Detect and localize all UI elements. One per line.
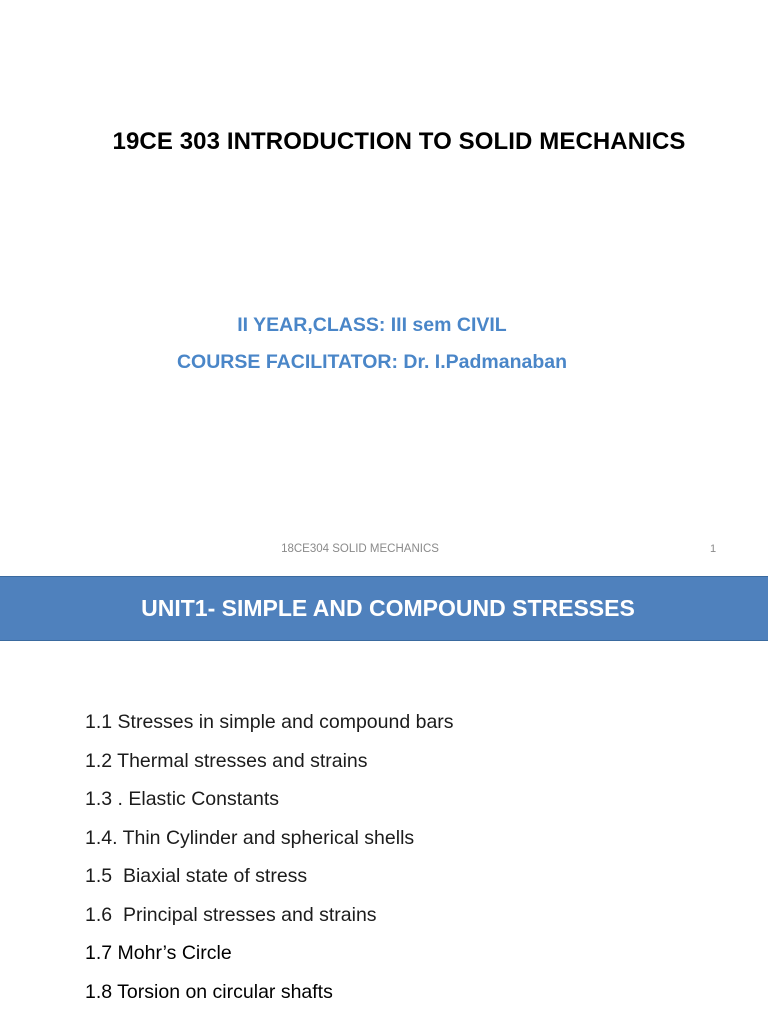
- slide-2: [0, 574, 768, 1024]
- year-class-line: II YEAR,CLASS: III sem CIVIL: [237, 314, 507, 336]
- unit-title: UNIT1- SIMPLE AND COMPOUND STRESSES: [141, 595, 635, 621]
- topic-item: 1.1 Stresses in simple and compound bars: [85, 711, 454, 733]
- slide-footer: 18CE304 SOLID MECHANICS: [281, 543, 439, 555]
- course-facilitator-line: COURSE FACILITATOR: Dr. I.Padmanaban: [176, 351, 568, 373]
- topic-item: 1.2 Thermal stresses and strains: [85, 749, 368, 772]
- topic-item: 1.6 Principal stresses and strains: [85, 903, 377, 926]
- slide-page-number: 1: [710, 543, 717, 555]
- course-title: 19CE 303 INTRODUCTION TO SOLID MECHANICS: [112, 128, 686, 155]
- topic-list: [85, 711, 454, 1019]
- topic-item: 1.7 Mohr’s Circle: [85, 942, 232, 964]
- topic-item: 1.3 . Elastic Constants: [85, 788, 280, 810]
- topic-item: 1.4. Thin Cylinder and spherical shells: [85, 826, 415, 849]
- topic-item: 1.5 Biaxial state of stress: [85, 865, 308, 887]
- topic-item: 1.8 Torsion on circular shafts: [85, 980, 333, 1003]
- unit-banner: [0, 576, 768, 641]
